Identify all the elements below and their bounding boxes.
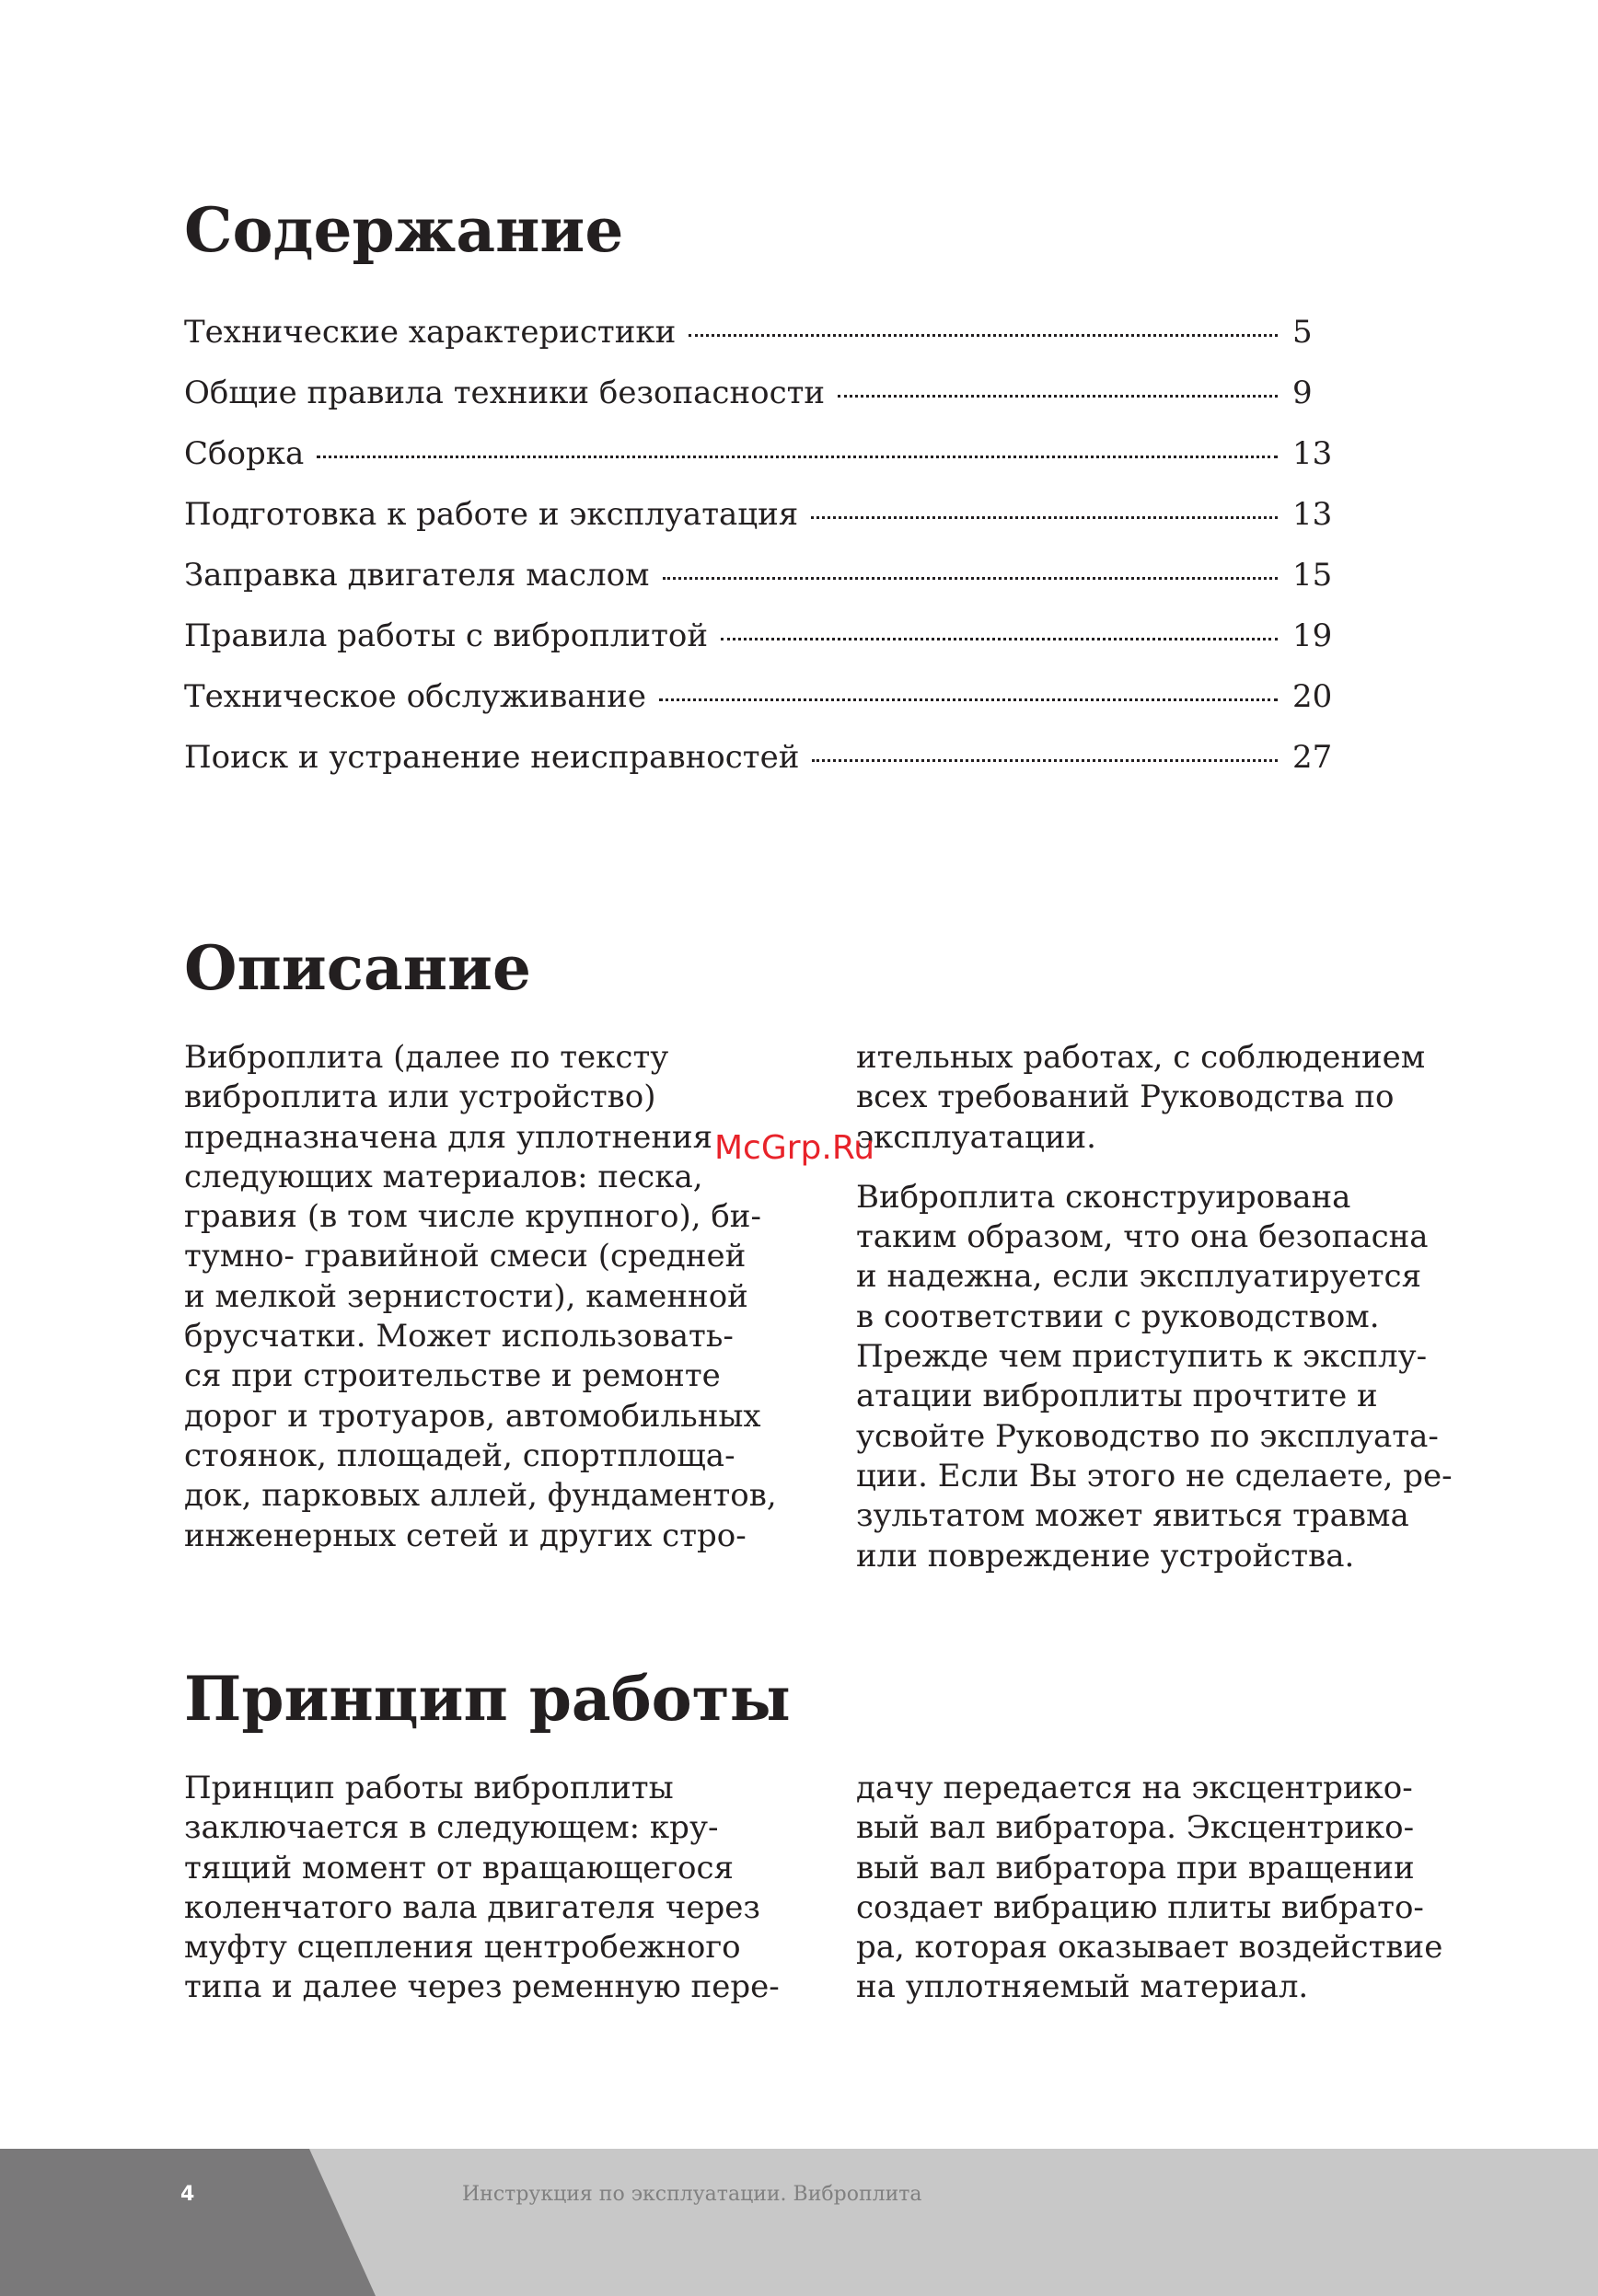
- toc-entry-page: 5: [1292, 314, 1313, 351]
- description-text-line: док, парковых аллей, фундаментов,: [184, 1477, 777, 1515]
- description-text-line: всех требований Руководства по: [856, 1079, 1395, 1116]
- toc-entry[interactable]: [184, 434, 1346, 495]
- description-text-line: Прежде чем приступить к эксплу-: [856, 1338, 1428, 1376]
- principle-text-line: создает вибрацию плиты вибрато-: [856, 1888, 1424, 1926]
- principle-text-line: муфту сцепления центробежного: [184, 1929, 741, 1967]
- toc-entry-page: 19: [1292, 617, 1333, 654]
- footer-bar: [0, 2149, 1598, 2296]
- toc-entry-page: 20: [1292, 678, 1333, 715]
- description-text-line: ся при строительстве и ремонте: [184, 1357, 721, 1395]
- principle-text-line: вый вал вибратора при вращении: [856, 1849, 1415, 1886]
- toc-dot-leader: [689, 334, 1278, 337]
- toc-entry[interactable]: [184, 617, 1346, 677]
- description-text-line: дорог и тротуаров, автомобильных: [184, 1397, 761, 1435]
- toc-entry-page: 13: [1292, 496, 1333, 533]
- description-title: Описание: [184, 932, 531, 1004]
- principle-left-column: [184, 1769, 810, 2008]
- description-text-line: инженерных сетей и других стро-: [184, 1517, 747, 1554]
- toc-entry-label: Правила работы с виброплитой: [184, 617, 709, 654]
- toc-entry[interactable]: [184, 313, 1346, 374]
- toc-entry[interactable]: [184, 677, 1346, 738]
- paragraph-gap: [856, 1158, 1482, 1178]
- toc-entry-label: Техническое обслуживание: [184, 678, 646, 715]
- description-text-line: гравия (в том числе крупного), би-: [184, 1198, 761, 1236]
- toc-dot-leader: [659, 698, 1278, 701]
- toc-entry-label: Технические характеристики: [184, 314, 677, 351]
- description-text-line: в соответствии с руководством.: [856, 1298, 1380, 1335]
- footer-background: [0, 2149, 1598, 2296]
- watermark-text: McGrp.Ru: [714, 1129, 875, 1167]
- toc-entry-label: Поиск и устранение неисправностей: [184, 739, 800, 776]
- toc-dot-leader: [811, 516, 1278, 519]
- principle-title: Принцип работы: [184, 1663, 791, 1735]
- description-text-line: таким образом, что она безопасна: [856, 1218, 1429, 1256]
- description-text-line: стоянок, площадей, спортплоща-: [184, 1436, 735, 1474]
- toc-entry[interactable]: [184, 495, 1346, 556]
- description-text-line: атации виброплиты прочтите и: [856, 1378, 1378, 1415]
- principle-text-line: дачу передается на эксцентрико-: [856, 1770, 1413, 1806]
- footer-dark-tab: [0, 2149, 376, 2296]
- description-right-column: [856, 1038, 1482, 1576]
- footer-page-number: 4: [180, 2183, 195, 2206]
- principle-text-line: на уплотняемый материал.: [856, 1968, 1309, 2006]
- toc-entry-page: 13: [1292, 435, 1333, 472]
- principle-text-line: заключается в следующем: кру-: [184, 1809, 719, 1847]
- principle-text-line: типа и далее через ременную пере-: [184, 1968, 780, 2006]
- description-text-line: эксплуатации.: [856, 1118, 1096, 1156]
- description-text-line: тумно- гравийной смеси (средней: [184, 1238, 747, 1275]
- toc-entry-label: Сборка: [184, 435, 305, 472]
- principle-text-line: вый вал вибратора. Эксцентрико-: [856, 1809, 1415, 1847]
- description-text-line: и надежна, если эксплуатируется: [856, 1258, 1422, 1296]
- toc-dot-leader: [317, 456, 1278, 458]
- toc-dot-leader: [721, 638, 1278, 640]
- toc-entry-label: Заправка двигателя маслом: [184, 557, 650, 594]
- toc-dot-leader: [663, 577, 1278, 580]
- description-text-line: брусчатки. Может использовать-: [184, 1318, 734, 1356]
- table-of-contents: [184, 313, 1346, 799]
- description-text-line: следующих материалов: песка,: [184, 1158, 703, 1195]
- toc-dot-leader: [838, 395, 1278, 398]
- principle-text-line: коленчатого вала двигателя через: [184, 1888, 760, 1926]
- description-text-line: и мелкой зернистости), каменной: [184, 1277, 748, 1315]
- description-text-line: усвойте Руководство по эксплуата-: [856, 1417, 1439, 1455]
- description-text-line: зультатом может явиться травма: [856, 1497, 1409, 1535]
- description-text-line: виброплита или устройство): [184, 1079, 656, 1116]
- description-text-line: Виброплита сконструирована: [856, 1178, 1351, 1216]
- principle-text-line: ра, которая оказывает воздействие: [856, 1929, 1443, 1967]
- principle-text-line: тящий момент от вращающегося: [184, 1849, 735, 1886]
- toc-entry[interactable]: [184, 374, 1346, 434]
- toc-entry-page: 9: [1292, 375, 1313, 411]
- toc-title: Содержание: [184, 194, 624, 266]
- description-left-column: [184, 1038, 810, 1556]
- toc-entry[interactable]: [184, 556, 1346, 617]
- description-text-line: или повреждение устройства.: [856, 1537, 1355, 1575]
- toc-entry-label: Общие правила техники безопасности: [184, 375, 826, 411]
- toc-entry-page: 15: [1292, 557, 1333, 594]
- toc-entry[interactable]: [184, 738, 1346, 799]
- principle-text-line: Принцип работы виброплиты: [184, 1770, 674, 1806]
- description-text-line: Виброплита (далее по тексту: [184, 1039, 669, 1076]
- description-text-line: ительных работах, с соблюдением: [856, 1039, 1426, 1076]
- description-text-line: предназначена для уплотнения: [184, 1118, 713, 1156]
- toc-dot-leader: [812, 759, 1278, 762]
- toc-entry-page: 27: [1292, 739, 1333, 776]
- toc-entry-label: Подготовка к работе и эксплуатация: [184, 496, 799, 533]
- footer-document-title: Инструкция по эксплуатации. Виброплита: [462, 2183, 922, 2206]
- principle-right-column: [856, 1769, 1482, 2008]
- description-text-line: ции. Если Вы этого не сделаете, ре-: [856, 1457, 1453, 1494]
